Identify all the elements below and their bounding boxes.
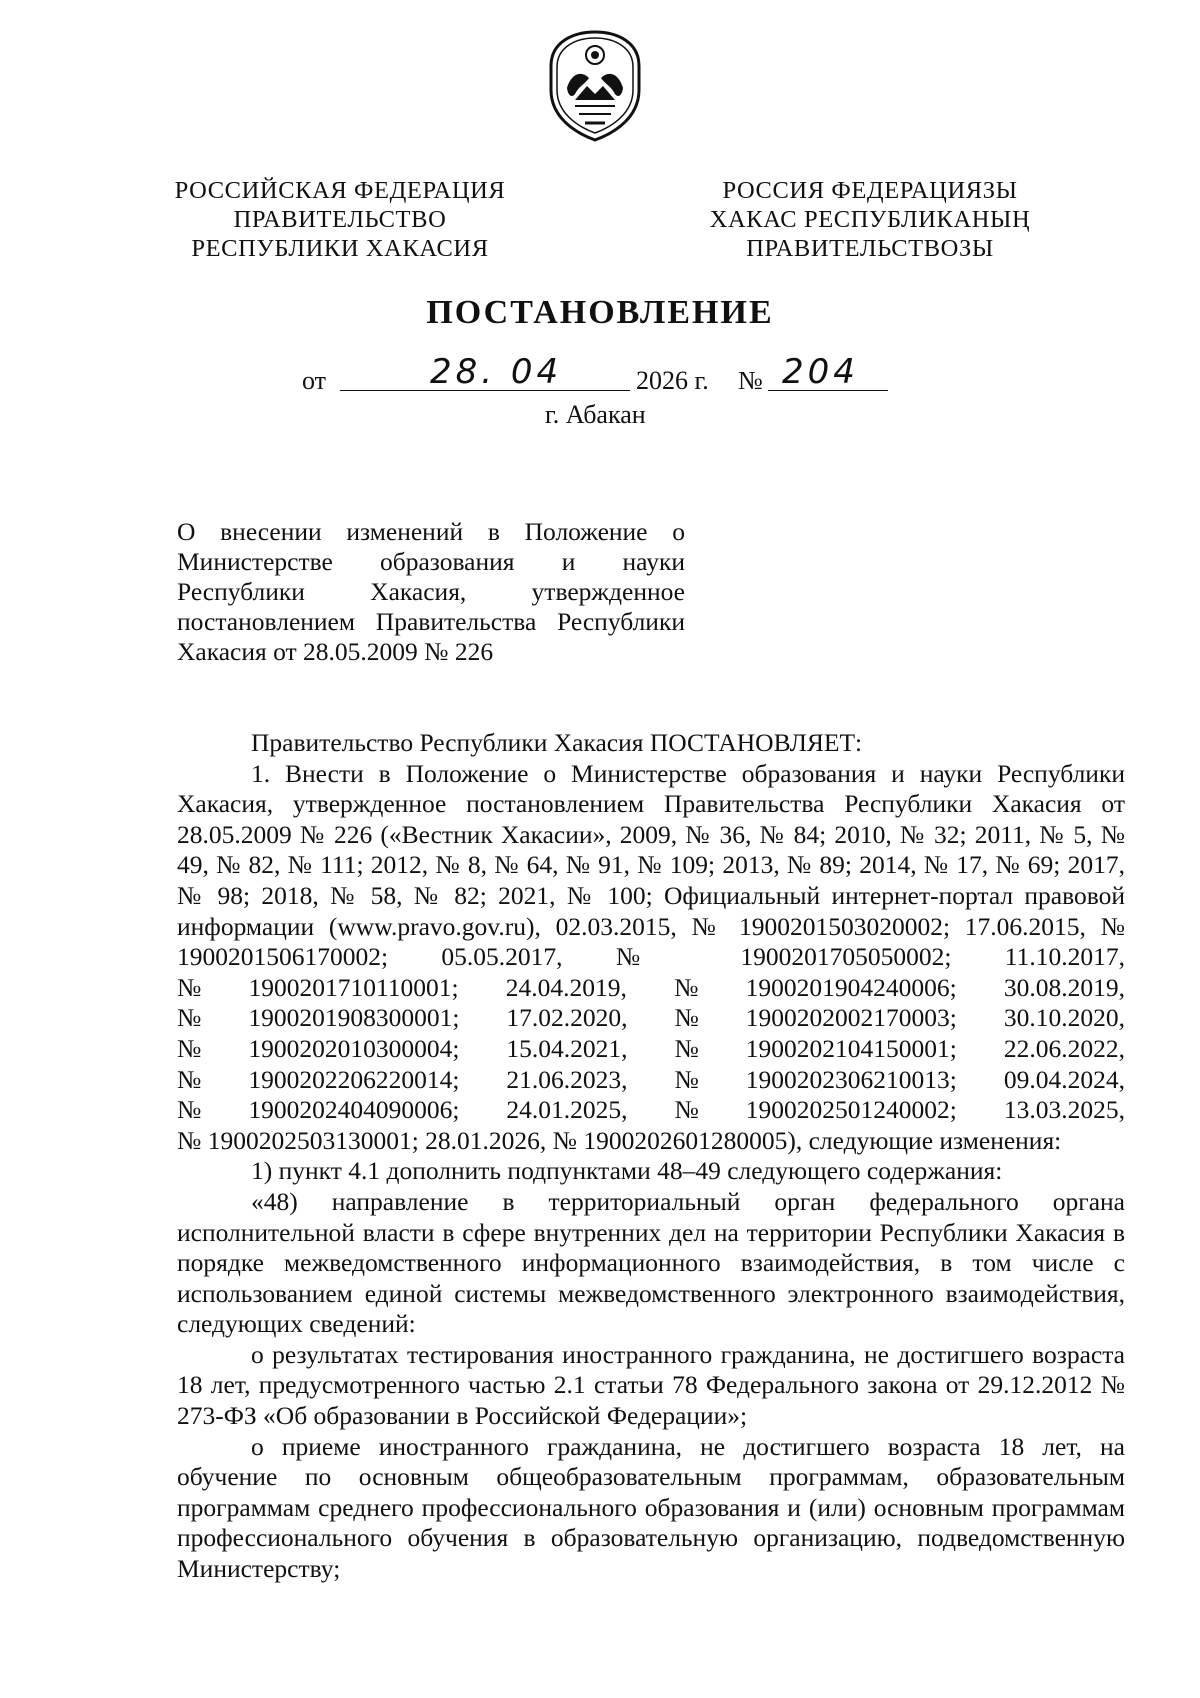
header-right-line: ПРАВИТЕЛЬСТВОЗЫ xyxy=(746,235,994,262)
item-48-bullet-1: о результатах тестирования иностранного гражданина, не достигшего возраста 18 лет, предусмотренного частью 2.1 статьи 78 Федерального закона от 29.12.2012 № 273-ФЗ «Об образовании в Российской Федерации»; xyxy=(177,1339,1125,1431)
number-cell: 21.06.2023, xyxy=(506,1064,628,1094)
number-cell: 1900201710110001; xyxy=(248,972,459,1002)
number-cell: № xyxy=(177,1003,202,1033)
number-cell: 1900202404090006; xyxy=(248,1095,460,1125)
number-cell: 1900202104150001; xyxy=(745,1033,957,1063)
number-cell: 1900202501240002; xyxy=(745,1095,957,1125)
number-cell: 22.06.2022, xyxy=(1003,1033,1125,1063)
number-cell: 17.02.2020, xyxy=(506,1003,628,1033)
number-sign: № xyxy=(738,366,763,395)
number-cell: 1900201908300001; xyxy=(248,1003,460,1033)
number-cell: № xyxy=(674,1033,699,1063)
header-left-line: РОССИЙСКАЯ ФЕДЕРАЦИЯ xyxy=(174,177,506,204)
from-label: от xyxy=(302,366,327,395)
year-label: 2026 г. xyxy=(636,366,709,395)
header-right-line: РОССИЯ ФЕДЕРАЦИЯЗЫ xyxy=(722,177,1018,204)
subparagraph-1: 1) пункт 4.1 дополнить подпунктами 48–49 следующего содержания: xyxy=(251,1156,1003,1186)
number-cell: 30.08.2019, xyxy=(1003,972,1125,1002)
header-left-line: ПРАВИТЕЛЬСТВО xyxy=(233,206,447,233)
handwritten-date: 28. 04 xyxy=(430,352,563,392)
number-cell: № xyxy=(674,1095,699,1125)
item-48-bullet-2: о приеме иностранного гражданина, не достигшего возраста 18 лет, на обучение по основным общеобразовательным программам, образовательным программам среднего профессионального образования и (или) основным программам профессионального обучения в образовательную организацию, подведомственную Министерству; xyxy=(177,1431,1125,1584)
number-row xyxy=(177,1095,1125,1126)
item-48: «48) направление в территориальный орган федерального органа исполнительной власти в сфере внутренних дел на территории Республики Хакасия в порядке межведомственного информационного взаимодействия, в том числе с использованием единой системы межведомственного электронного взаимодействия, следующих сведений: xyxy=(177,1186,1125,1339)
number-cell: 1900202206220014; xyxy=(248,1064,460,1094)
number-cell: № xyxy=(674,1064,699,1094)
coat-of-arms-emblem xyxy=(545,28,645,143)
number-cell: № xyxy=(177,1033,202,1063)
registration-number-grid xyxy=(177,973,1125,1126)
paragraph-1: 1. Внести в Положение о Министерстве образования и науки Республики Хакасия, утвержденное постановлением Правительства Республики Хакасия от 28.05.2009 № 226 («Вестник Хакасии», 2009, № 36, № 84; 2010, № 32; 2011, № 5, № 49, № 82, № 111; 2012, № 8, № 64, № 91, № 109; 2013, № 89; 2014, № 17, № 69; 2017, № 98; 2018, № 58, № 82; 2021, № 100; Официальный интернет-портал правовой информации (www.pravo.gov.ru), 02.03.2015, № 1900201503020002; 17.06.2015, № 1900201506170002; 05.05.2017, № 1900201705050002; 11.10.2017, xyxy=(177,758,1125,972)
number-cell: № xyxy=(674,1003,699,1033)
number-cell: 13.03.2025, xyxy=(1003,1095,1125,1125)
number-row xyxy=(177,1065,1125,1096)
number-cell: 15.04.2021, xyxy=(506,1033,628,1063)
subject-heading: О внесении изменений в Положение о Министерстве образования и науки Республики Хакасия, утвержденное постановлением Правительства Республики Хакасия от 28.05.2009 № 226 xyxy=(177,517,685,666)
header-left-block xyxy=(140,176,540,263)
number-cell: 1900201904240006; xyxy=(745,972,957,1002)
number-row xyxy=(177,1034,1125,1065)
number-cell: № xyxy=(177,972,202,1002)
handwritten-number: 204 xyxy=(782,352,859,392)
document-body xyxy=(177,728,1125,1585)
document-title: ПОСТАНОВЛЕНИЕ xyxy=(426,294,774,331)
number-cell: № xyxy=(674,972,699,1002)
header-left-line: РЕСПУБЛИКИ ХАКАСИЯ xyxy=(191,235,489,262)
header-right-line: ХАКАС РЕСПУБЛИКАНЫҢ xyxy=(709,206,1031,233)
header-right-block xyxy=(690,176,1050,263)
number-cell: № xyxy=(177,1064,202,1094)
number-cell: 1900202010300004; xyxy=(248,1033,460,1063)
number-cell: 30.10.2020, xyxy=(1003,1003,1125,1033)
intro-paragraph: Правительство Республики Хакасия ПОСТАНОВЛЯЕТ: xyxy=(251,728,863,757)
number-cell: 09.04.2024, xyxy=(1003,1064,1125,1094)
paragraph-1-end: № 1900202503130001; 28.01.2026, № 1900202601280005), следующие изменения: xyxy=(177,1125,1062,1155)
number-row xyxy=(177,1003,1125,1034)
number-cell: 1900202306210013; xyxy=(745,1064,957,1094)
number-row xyxy=(177,973,1125,1004)
number-cell: № xyxy=(177,1095,202,1125)
date-number-line xyxy=(0,352,1200,400)
number-cell: 24.04.2019, xyxy=(505,972,627,1002)
city-label: г. Абакан xyxy=(545,400,646,429)
number-cell: 1900202002170003; xyxy=(745,1003,957,1033)
number-cell: 24.01.2025, xyxy=(506,1095,628,1125)
